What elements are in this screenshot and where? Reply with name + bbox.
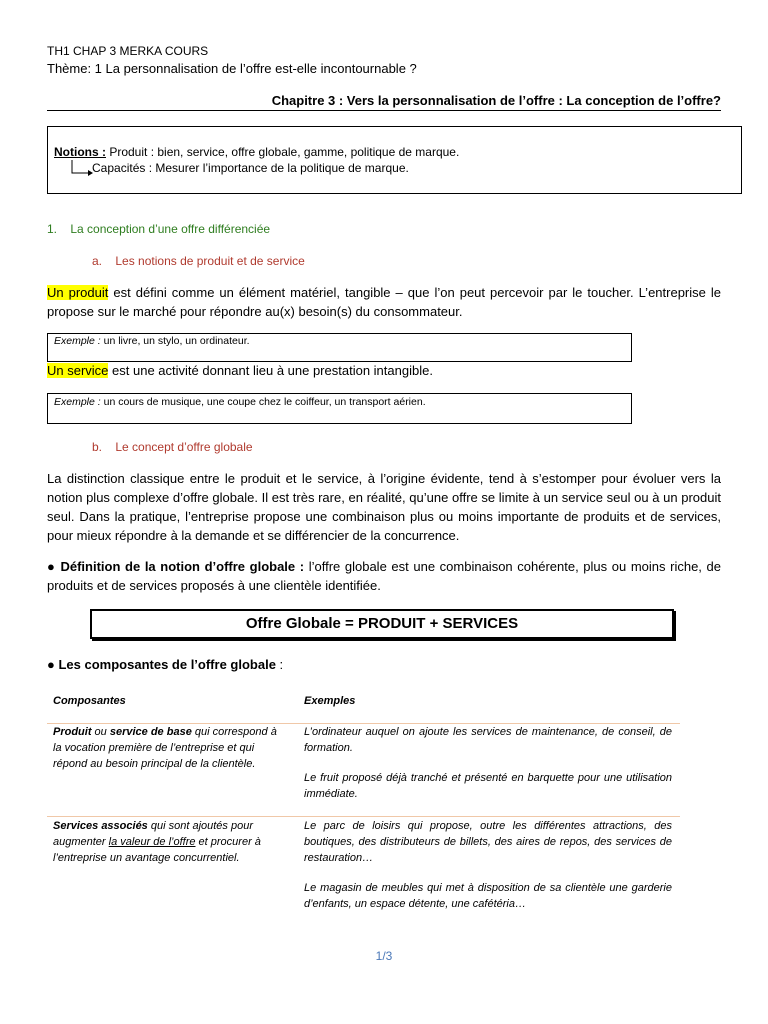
table-row2-example1: Le parc de loisirs qui propose, outre les différentes attractions, des boutiques, des distributeurs de billets, des aires de repos, des services de restauration…: [304, 820, 672, 864]
service-highlight: Un service: [47, 363, 109, 378]
capacites-text: Capacités : Mesurer l’importance de la politique de marque.: [92, 161, 409, 175]
table-row1-example1: L’ordinateur auquel on ajoute les services de maintenance, de conseil, de formation.: [304, 726, 672, 754]
section1-number: 1.: [47, 222, 58, 236]
table-row1-example2: Le fruit proposé déjà tranché et présenté en barquette pour une utilisation immédiate.: [304, 772, 672, 800]
table-row2-example2: Le magasin de meubles qui met à disposition de sa clientèle une garderie d’enfants, un espace détente, une cafétéria…: [304, 882, 672, 910]
section1-title: La conception d’une offre différenciée: [70, 222, 271, 236]
row1-composante-rest: qui correspond à la vocation première de l’entreprise et qui répond au besoin principal de la clientèle.: [53, 726, 277, 770]
composantes-heading: [47, 656, 283, 674]
exemple-produit-label: Exemple :: [54, 335, 101, 347]
offre-globale-paragraph: La distinction classique entre le produit et le service, à l’origine évidente, tend à s’estomper pour évoluer vers la notion plus complexe d’offre globale. Il est très rare, en réalité, qu’une offre se limite à un service seul ou à un produit seul. Dans la pratique, l’entreprise propose une combinaison plus ou moins importante de produits et de services, pour mieux répondre à la demande et se différencier de la concurrence.: [47, 471, 721, 543]
produit-paragraph: [47, 283, 721, 321]
subsection-a-heading: [92, 253, 305, 269]
composantes-bullet: ●: [47, 657, 55, 672]
definition-bullet: ●: [47, 559, 56, 574]
exemple-service-line: [54, 395, 426, 409]
doc-header-theme: Thème: 1 La personnalisation de l’offre est-elle incontournable ?: [47, 61, 417, 76]
notions-line: [54, 144, 459, 160]
row2-valeur-offre: la valeur de l’offre: [108, 836, 196, 848]
formula-text: Offre Globale = PRODUIT + SERVICES: [245, 615, 519, 632]
exemple-produit-box: [47, 333, 632, 362]
produit-highlight: Un produit: [47, 285, 109, 300]
definition-paragraph: [47, 557, 721, 595]
row2-text2: et procurer à l’entreprise un avantage concurrentiel.: [53, 836, 261, 864]
chapter-underline: [47, 110, 721, 111]
notions-box: [47, 126, 742, 194]
notions-label: Notions :: [54, 145, 106, 159]
table-header-exemples: Exemples: [304, 695, 356, 707]
composantes-label: Les composantes de l’offre globale: [58, 657, 276, 672]
row1-ou: ou: [91, 726, 110, 738]
row1-service-base: service de base: [109, 726, 192, 738]
exemple-produit-text: un livre, un stylo, un ordinateur.: [100, 335, 250, 347]
table-header-composantes: Composantes: [53, 695, 126, 707]
table-row2-composante: [53, 818, 285, 866]
row1-produit: Produit: [53, 726, 92, 738]
arrow-right-icon: [66, 158, 94, 178]
subsection-a-title: Les notions de produit et de service: [115, 254, 305, 268]
section1-heading: [47, 221, 270, 237]
produit-text: est défini comme un élément matériel, tangible – que l’on peut percevoir par le toucher. L’entreprise le propose sur le marché pour répondre au(x) besoin(s) du consommateur.: [47, 285, 721, 319]
subsection-b-heading: [92, 439, 253, 455]
composantes-colon: :: [275, 657, 284, 672]
exemple-service-label: Exemple :: [54, 396, 101, 408]
exemple-service-box: [47, 393, 632, 424]
exemple-service-text: un cours de musique, une coupe chez le coiffeur, un transport aérien.: [100, 396, 426, 408]
service-text: est une activité donnant lieu à une prestation intangible.: [108, 363, 433, 378]
row2-text1: qui sont ajoutés pour augmenter: [53, 820, 253, 848]
exemple-produit-line: [54, 334, 250, 348]
subsection-b-letter: b.: [92, 440, 103, 454]
page-number: 1/3: [375, 949, 393, 963]
formula-box: [90, 609, 674, 639]
subsection-a-letter: a.: [92, 254, 103, 268]
notions-text: Produit : bien, service, offre globale, gamme, politique de marque.: [106, 145, 460, 159]
table-row1-composante: [53, 724, 285, 772]
chapter-title: Chapitre 3 : Vers la personnalisation de l’offre : La conception de l’offre?: [271, 93, 721, 108]
service-paragraph: [47, 362, 433, 380]
definition-label: Définition de la notion d’offre globale :: [60, 559, 305, 574]
table-row-rule: [47, 816, 680, 817]
doc-header-line1: TH1 CHAP 3 MERKA COURS: [47, 44, 209, 58]
definition-text: l’offre globale est une combinaison cohérente, plus ou moins riche, de produits et de services proposés à une clientèle identifiée.: [47, 559, 721, 593]
subsection-b-title: Le concept d’offre globale: [115, 440, 253, 454]
row2-services-associes: Services associés: [53, 820, 148, 832]
